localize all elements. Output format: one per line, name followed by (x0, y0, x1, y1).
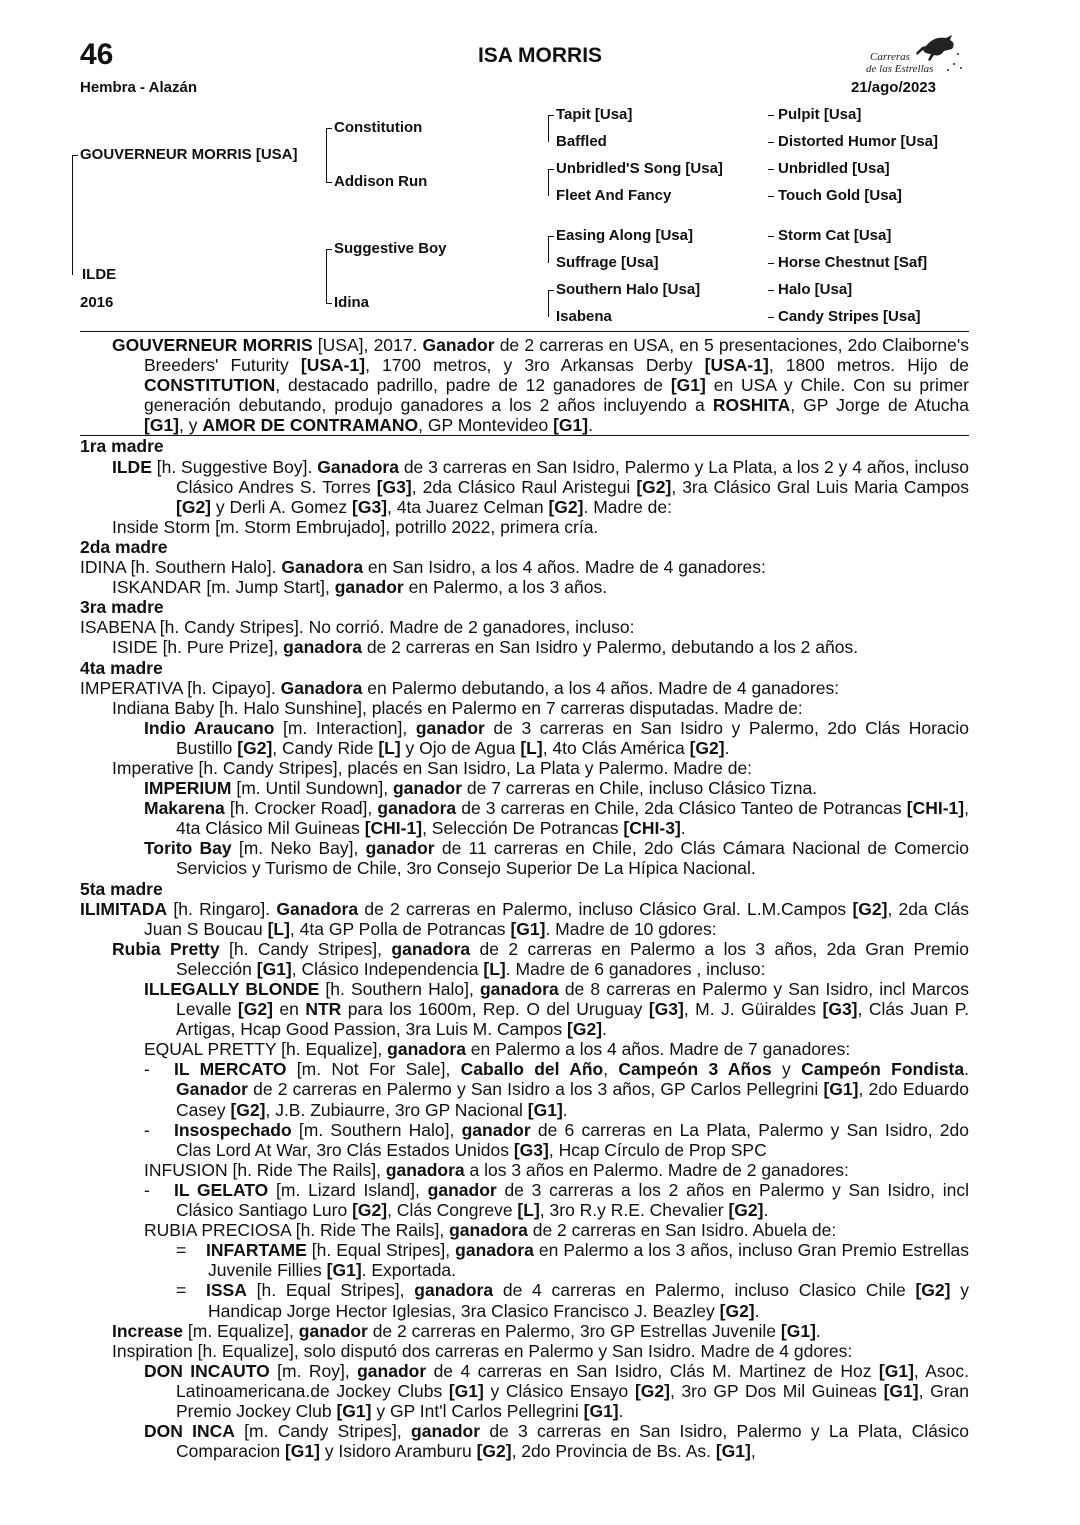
sale-date: 21/ago/2023 (850, 79, 936, 96)
produce-line: DON INCAUTO [m. Roy], ganador de 4 carreras en San Isidro, Clás M. Martinez de Hoz [G1], Asoc. Latinoamericana.de Jockey Clubs [G1] y Clásico Ensayo [G2], 3ro GP Dos Mil Guineas [G1], Gran Premio Jockey Club [G1] y GP Int'l Carlos Pellegrini [G1]. (144, 1360, 970, 1421)
produce-line: Indio Araucano [m. Interaction], ganador de 3 carreras en San Isidro y Palermo, 2do Clás Horacio Bustillo [G2], Candy Ride [L] y Ojo de Agua [L], 4to Clás América [G2]. (144, 717, 970, 758)
pedigree-g2: Suggestive Boy (334, 240, 447, 257)
dam-paragraph: ILDE [h. Suggestive Boy]. Ganadora de 3 carreras en San Isidro, Palermo y La Plata, a los 2 y 4 años, incluso Clásico Andres S. Torres [G3], 2da Clásico Raul Aristegui [G2], 3ra Clásico Gral Luis Maria Campos [G2] y Derli A. Gomez [G3], 4ta Juarez Celman [G2]. Madre de: (112, 456, 969, 517)
produce-line: Increase [m. Equalize], ganador de 2 carreras en Palermo, 3ro GP Estrellas Juvenile [G1]. (112, 1320, 821, 1341)
produce-line: = INFARTAME [h. Equal Stripes], ganadora en Palermo a los 3 años, incluso Gran Premio Estrellas Juvenile Fillies [G1]. Exportada. (176, 1240, 969, 1281)
produce-line: RUBIA PRECIOSA [h. Ride The Rails], ganadora de 2 carreras en San Isidro. Abuela de: (144, 1220, 837, 1241)
produce-line: EQUAL PRETTY [h. Equalize], ganadora en Palermo a los 4 años. Madre de 7 ganadores: (144, 1039, 851, 1060)
produce-line: Torito Bay [m. Neko Bay], ganador de 11 carreras en Chile, 2do Clás Cámara Nacional de Comercio Servicios y Turismo de Chile, 3ro Consejo Superior De La Hípica Nacional. (144, 838, 970, 879)
dam-paragraph: IDINA [h. Southern Halo]. Ganadora en San Isidro, a los 4 años. Madre de 4 ganadores: (80, 557, 766, 578)
produce-line: IMPERIUM [m. Until Sundown], ganador de 7 carreras en Chile, incluso Clásico Tizna. (144, 778, 818, 799)
section-heading: 2da madre (80, 536, 168, 557)
pedigree-g4: Distorted Humor [Usa] (778, 133, 939, 150)
event-logo (866, 34, 966, 78)
section-heading: 3ra madre (80, 597, 164, 618)
pedigree-g3: Southern Halo [Usa] (556, 281, 701, 298)
pedigree-g3: Suffrage [Usa] (556, 254, 659, 271)
pedigree-g3: Tapit [Usa] (556, 106, 633, 123)
sire-paragraph: GOUVERNEUR MORRIS [USA], 2017. Ganador de 2 carreras en USA, en 5 presentaciones, 2do Claiborne's Breeders' Futurity [USA-1], 1700 metros, y 3ro Arkansas Derby [USA-1], 1800 metros. Hijo de CONSTITUTION, destacado padrillo, padre de 12 ganadores de [G1] en USA y Chile. Con su primer generación debutando, produjo ganadores a los 2 años incluyendo a ROSHITA, GP Jorge de Atucha [G1], y AMOR DE CONTRAMANO, GP Montevideo [G1]. (112, 335, 969, 436)
produce-line: ISKANDAR [m. Jump Start], ganador en Palermo, a los 3 años. (112, 577, 608, 598)
pedigree-g4: Pulpit [Usa] (778, 106, 862, 123)
pedigree-g2: Addison Run (334, 173, 428, 190)
pedigree-g4: Halo [Usa] (778, 281, 853, 298)
produce-line: - IL GELATO [m. Lizard Island], ganador de 3 carreras a los 2 años en Palermo y San Isidro, incl Clásico Santiago Luro [G2], Clás Congreve [L], 3ro R.y R.E. Chevalier [G2]. (144, 1179, 969, 1221)
produce-line: Inspiration [h. Equalize], solo disputó dos carreras en Palermo y San Isidro. Madre de 4 gdores: (112, 1340, 853, 1361)
page-title: ISA MORRIS (477, 44, 603, 67)
produce-line: Indiana Baby [h. Halo Sunshine], placés en Palermo en 7 carreras disputadas. Madre de: (112, 697, 803, 718)
produce-line: DON INCA [m. Candy Stripes], ganador de 3 carreras en San Isidro, Palermo y La Plata, Clásico Comparacion [G1] y Isidoro Aramburu [G2], 2do Provincia de Bs. As. [G1], (144, 1421, 969, 1462)
lot-number: 46 (80, 38, 114, 71)
section-heading: 1ra madre (80, 436, 164, 457)
svg-text:de las Estrellas: de las Estrellas (866, 63, 934, 75)
dam-paragraph: ISABENA [h. Candy Stripes]. No corrió. Madre de 2 ganadores, incluso: (80, 617, 635, 638)
produce-line: Inside Storm [m. Storm Embrujado], potrillo 2022, primera cría. (112, 516, 599, 537)
section-heading: 4ta madre (80, 657, 163, 678)
catalog-text (80, 335, 969, 1461)
svg-text:Carreras: Carreras (870, 51, 910, 63)
pedigree-sire: GOUVERNEUR MORRIS [USA] (80, 146, 298, 163)
pedigree-g2: Constitution (334, 119, 423, 136)
produce-line: Makarena [h. Crocker Road], ganadora de 3 carreras en Chile, 2da Clásico Tanteo de Potrancas [CHI-1], 4ta Clásico Mil Guineas [CHI-1], Selección De Potrancas [CHI-3]. (144, 798, 969, 839)
section-heading: 5ta madre (80, 878, 163, 899)
pedigree-g3: Baffled (556, 133, 607, 150)
pedigree-year: 2016 (80, 294, 114, 311)
pedigree-g3: Isabena (556, 308, 612, 325)
pedigree-g3: Unbridled'S Song [Usa] (556, 160, 723, 177)
dam-paragraph: IMPERATIVA [h. Cipayo]. Ganadora en Palermo debutando, a los 4 años. Madre de 4 ganadores: (80, 677, 840, 698)
produce-line: Rubia Pretty [h. Candy Stripes], ganadora de 2 carreras en Palermo a los 3 años, 2da Gran Premio Selección [G1], Clásico Independencia [L]. Madre de 6 ganadores , incluso: (112, 938, 969, 979)
pedigree-g4: Unbridled [Usa] (778, 160, 890, 177)
pedigree-g4: Candy Stripes [Usa] (778, 308, 921, 325)
pedigree-g4: Horse Chestnut [Saf] (778, 254, 928, 271)
pedigree-g2: Idina (334, 294, 370, 311)
pedigree-g3: Fleet And Fancy (556, 187, 672, 204)
dam-paragraph: ILIMITADA [h. Ringaro]. Ganadora de 2 carreras en Palermo, incluso Clásico Gral. L.M.Campos [G2], 2da Clás Juan S Boucau [L], 4ta GP Polla de Potrancas [G1]. Madre de 10 gdores: (80, 898, 970, 939)
produce-line: Imperative [h. Candy Stripes], placés en San Isidro, La Plata y Palermo. Madre de: (112, 757, 753, 778)
produce-line: ILLEGALLY BLONDE [h. Southern Halo], ganadora de 8 carreras en Palermo y San Isidro, incl Marcos Levalle [G2] en NTR para los 1600m, Rep. O del Uruguay [G3], M. J. Güiraldes [G3], Clás Juan P. Artigas, Hcap Good Passion, 3ra Luis M. Campos [G2]. (144, 979, 969, 1040)
pedigree-g3: Easing Along [Usa] (556, 227, 693, 244)
produce-line: = ISSA [h. Equal Stripes], ganadora de 4 carreras en Palermo, incluso Clasico Chile [G2] y Handicap Jorge Hector Iglesias, 3ra Clasico Francisco J. Beazley [G2]. (176, 1280, 969, 1321)
produce-line: ISIDE [h. Pure Prize], ganadora de 2 carreras en San Isidro y Palermo, debutando a los 2 años. (112, 637, 859, 658)
sex-color: Hembra - Alazán (80, 79, 197, 96)
produce-line: - IL MERCATO [m. Not For Sale], Caballo del Año, Campeón 3 Años y Campeón Fondista. Ganador de 2 carreras en Palermo y San Isidro a los 3 años, GP Carlos Pellegrini [G1], 2do Eduardo Casey [G2], J.B. Zubiaurre, 3ro GP Nacional [G1]. (144, 1059, 969, 1120)
pedigree-dam: ILDE (82, 266, 117, 283)
produce-line: INFUSION [h. Ride The Rails], ganadora a los 3 años en Palermo. Madre de 2 ganadores: (144, 1159, 849, 1180)
produce-line: - Insospechado [m. Southern Halo], ganador de 6 carreras en La Plata, Palermo y San Isidro, 2do Clas Lord At War, 3ro Clás Estados Unidos [G3], Hcap Círculo de Prop SPC (144, 1119, 969, 1160)
pedigree-g4: Storm Cat [Usa] (778, 227, 892, 244)
pedigree-g4: Touch Gold [Usa] (778, 187, 902, 204)
